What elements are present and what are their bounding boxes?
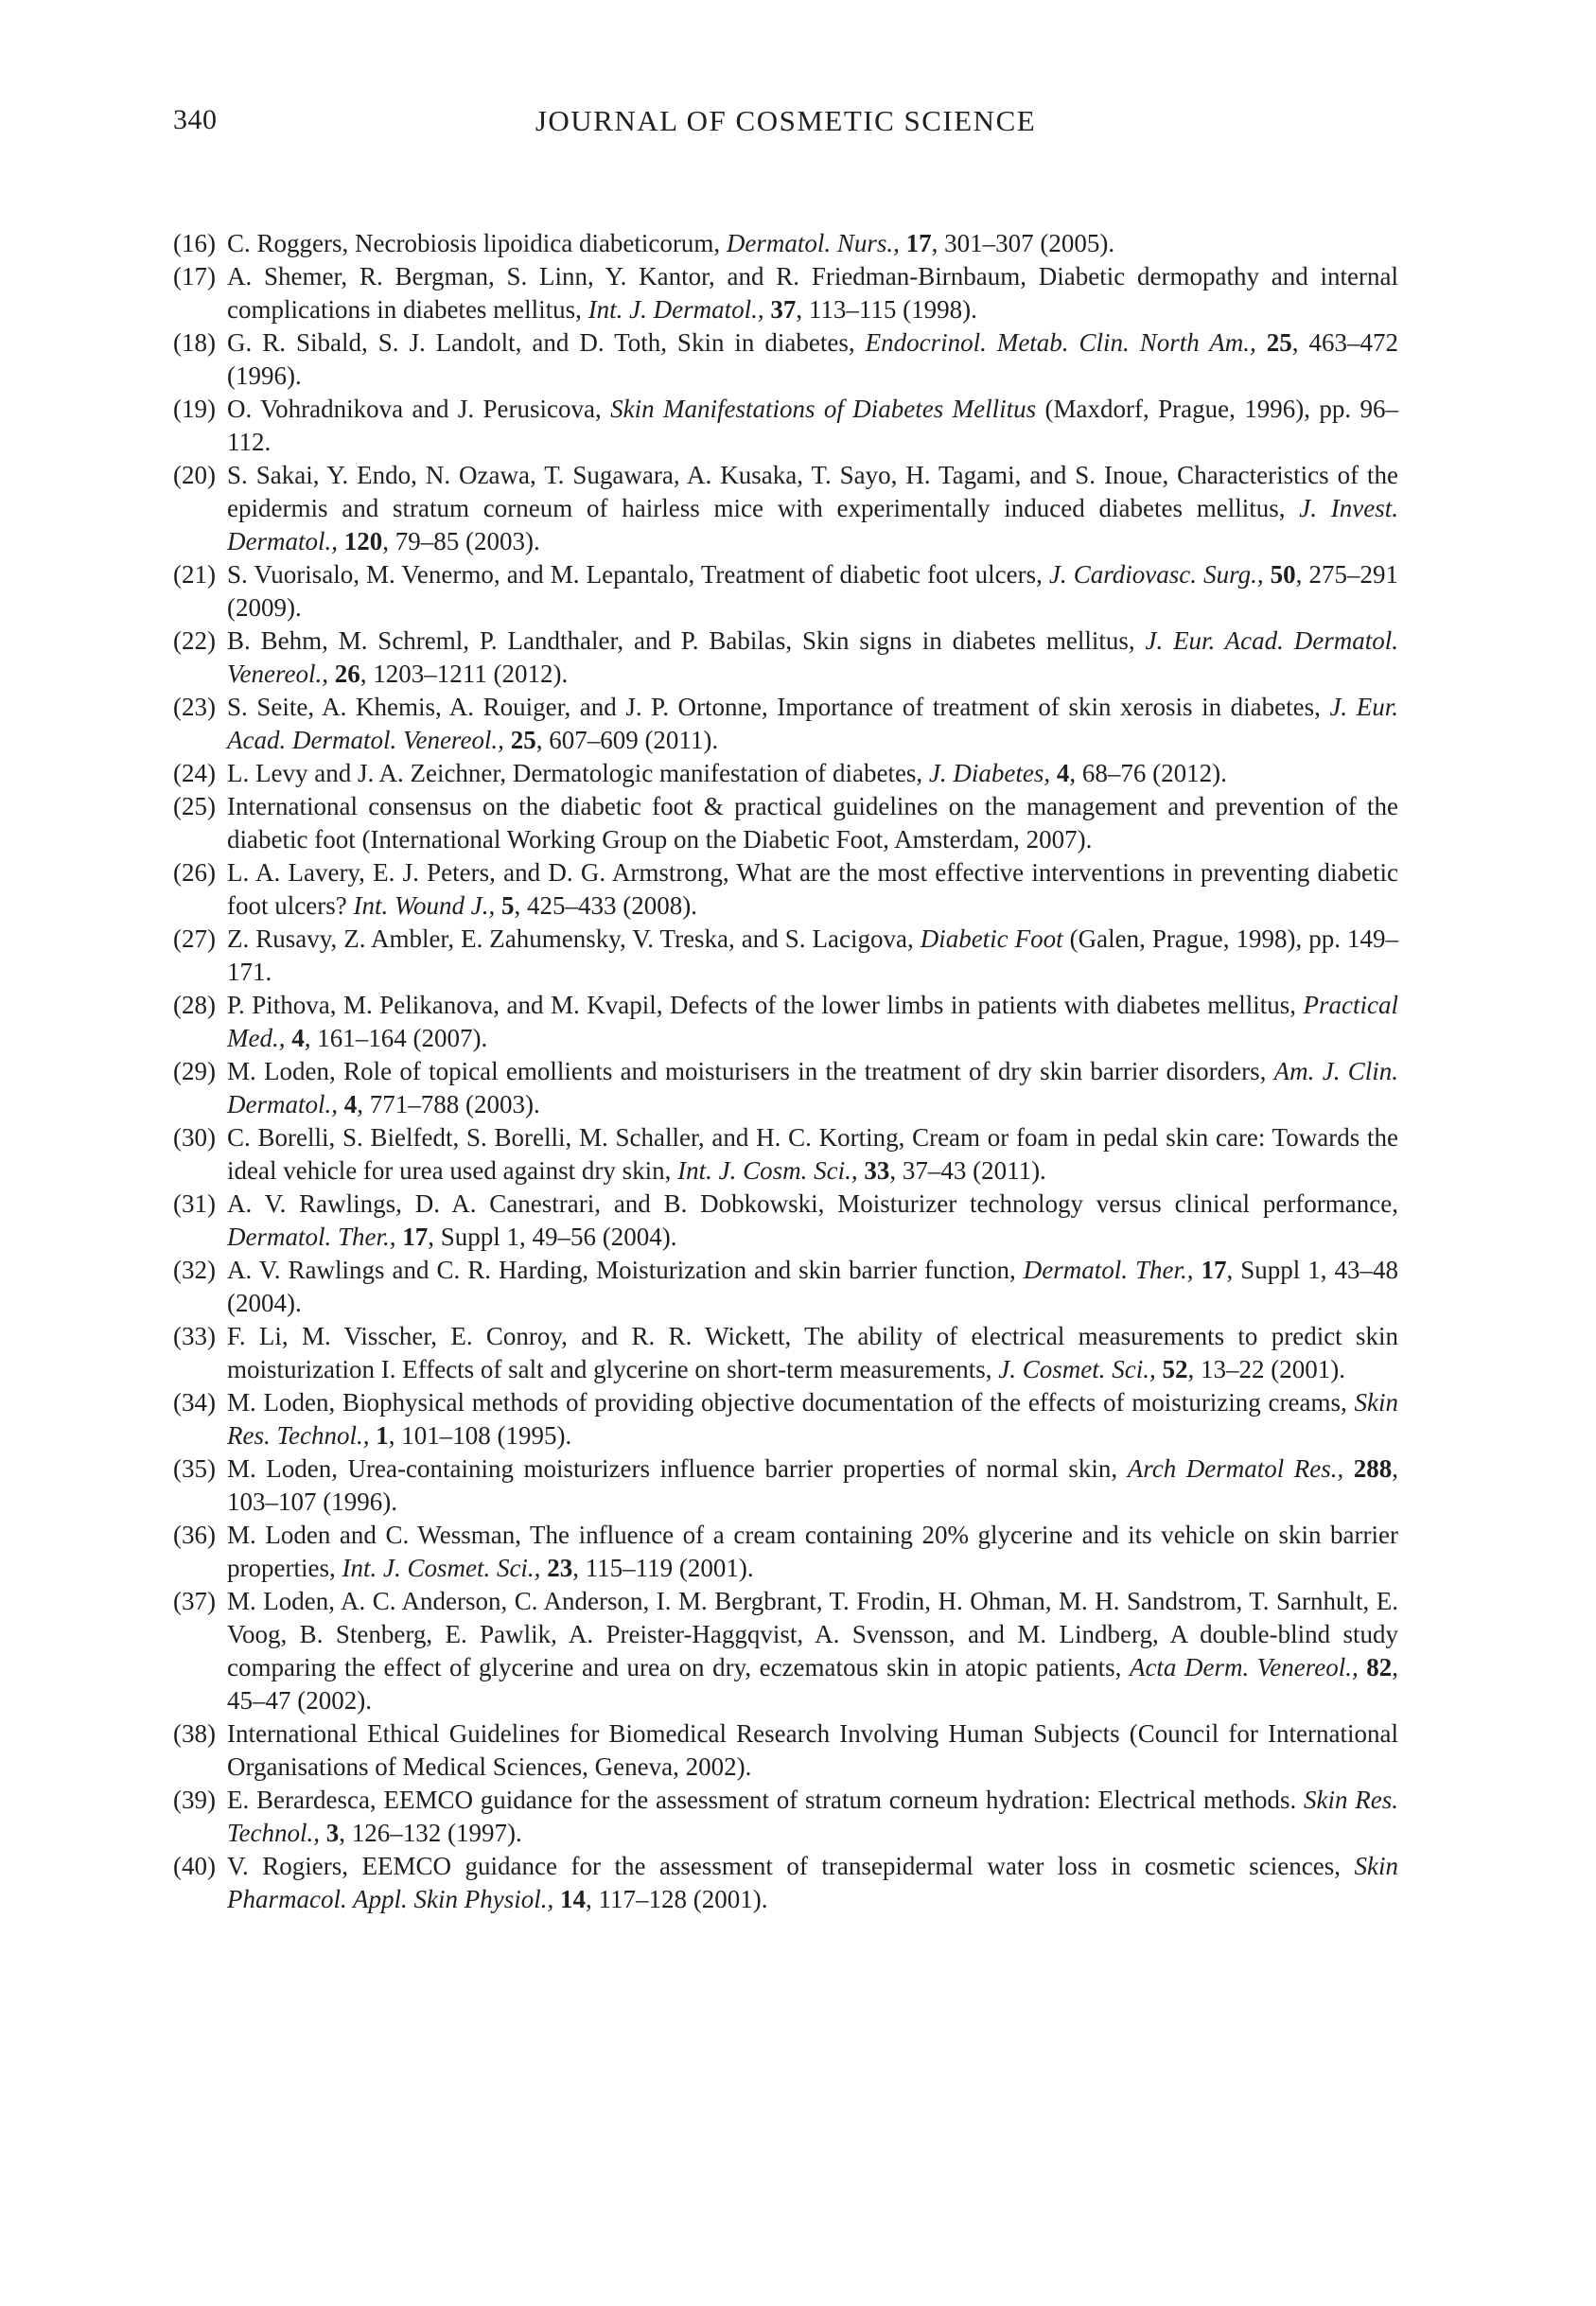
reference-item	[173, 393, 1398, 459]
reference-item	[173, 1784, 1398, 1850]
reference-text-segment: , 113–115 (1998).	[796, 295, 977, 324]
reference-text-segment: Skin Manifestations of Diabetes Mellitus	[610, 395, 1045, 423]
reference-text-segment: Z. Rusavy, Z. Ambler, E. Zahumensky, V. Treska, and S. Lacigova,	[227, 924, 921, 953]
reference-text-segment: P. Pithova, M. Pelikanova, and M. Kvapil, Defects of the lower limbs in patients with diabetes mellitus,	[227, 991, 1304, 1019]
reference-text-segment: , 607–609 (2011).	[535, 726, 719, 754]
reference-number: (37)	[173, 1587, 216, 1615]
reference-text-segment: (Galen, Prague, 1998), pp. 149–171.	[227, 924, 1398, 986]
reference-text-segment: J. Cosmet. Sci.,	[998, 1355, 1163, 1383]
reference-text-segment: J. Cardiovasc. Surg.,	[1048, 560, 1271, 589]
reference-item	[173, 459, 1398, 558]
reference-item	[173, 1717, 1398, 1784]
reference-item	[173, 558, 1398, 625]
reference-text-segment: Int. J. Cosmet. Sci.,	[342, 1554, 548, 1582]
reference-text-segment: L. Levy and J. A. Zeichner, Dermatologic manifestation of diabetes,	[227, 759, 929, 787]
reference-text-segment: J. Eur. Acad. Dermatol. Venereol.,	[227, 693, 1398, 754]
reference-text-segment: , 115–119 (2001).	[572, 1554, 754, 1582]
reference-item	[173, 1055, 1398, 1121]
reference-text-segment: O. Vohradnikova and J. Perusicova,	[227, 395, 611, 423]
reference-text-segment: 14	[559, 1885, 586, 1913]
reference-text-segment: , 68–76 (2012).	[1069, 759, 1227, 787]
reference-number: (35)	[173, 1454, 216, 1483]
reference-number: (21)	[173, 560, 216, 589]
reference-text-segment: , 37–43 (2011).	[889, 1156, 1046, 1185]
reference-text-segment: Am. J. Clin. Dermatol.,	[227, 1057, 1398, 1118]
reference-number: (31)	[173, 1189, 216, 1218]
reference-text-segment: , 301–307 (2005).	[931, 229, 1115, 257]
reference-number: (38)	[173, 1719, 216, 1748]
reference-text-segment: 4	[1056, 759, 1070, 787]
reference-text-segment: 50	[1270, 560, 1296, 589]
reference-text-segment: Practical Med.,	[227, 991, 1398, 1052]
reference-text-segment: International Ethical Guidelines for Biomedical Research Involving Human Subjects (Council for International Organisations of Medical Sciences, Geneva, 2002).	[227, 1719, 1398, 1781]
reference-text-segment: 17	[1201, 1256, 1227, 1284]
reference-text-segment: , 79–85 (2003).	[382, 527, 540, 555]
reference-item	[173, 856, 1398, 923]
reference-text-segment: Skin Pharmacol. Appl. Skin Physiol.,	[227, 1852, 1398, 1913]
reference-text-segment: , Suppl 1, 49–56 (2004).	[428, 1223, 677, 1251]
reference-text-segment: , 463–472 (1996).	[227, 328, 1398, 390]
reference-text-segment: S. Sakai, Y. Endo, N. Ozawa, T. Sugawara, A. Kusaka, T. Sayo, H. Tagami, and S. Inoue, Characteristics of the epidermis and stratum corneum of hairless mice with experimentally induced diabetes mellitus,	[227, 461, 1398, 522]
reference-text-segment: Skin Res. Technol.,	[227, 1388, 1398, 1450]
reference-text-segment: 4	[291, 1024, 305, 1052]
reference-text-segment: , 103–107 (1996).	[227, 1454, 1399, 1516]
reference-number: (24)	[173, 759, 216, 787]
reference-number: (34)	[173, 1388, 216, 1417]
reference-text-segment: Int. J. Cosm. Sci.,	[677, 1156, 865, 1185]
reference-text-segment: , 275–291 (2009).	[227, 560, 1399, 622]
reference-number: (29)	[173, 1057, 216, 1085]
reference-item	[173, 326, 1398, 393]
reference-text-segment: 25	[1266, 328, 1292, 357]
reference-text-segment: International consensus on the diabetic foot & practical guidelines on the management and prevention of the diabetic foot (International Working Group on the Diabetic Foot, Amsterdam, 2007).	[227, 792, 1398, 854]
reference-item	[173, 790, 1398, 856]
reference-text-segment: 17	[402, 1223, 429, 1251]
reference-number: (17)	[173, 262, 216, 290]
reference-number: (27)	[173, 924, 216, 953]
reference-text-segment: Int. J. Dermatol.,	[588, 295, 771, 324]
reference-text-segment: 52	[1162, 1355, 1188, 1383]
reference-text-segment: A. V. Rawlings and C. R. Harding, Moisturization and skin barrier function,	[227, 1256, 1024, 1284]
reference-text-segment: S. Vuorisalo, M. Venermo, and M. Lepantalo, Treatment of diabetic foot ulcers,	[227, 560, 1049, 589]
reference-number: (20)	[173, 461, 216, 489]
reference-number: (25)	[173, 792, 216, 820]
reference-number: (36)	[173, 1521, 216, 1549]
reference-text-segment: 4	[343, 1090, 358, 1118]
reference-item	[173, 625, 1398, 691]
reference-item	[173, 1188, 1398, 1254]
reference-text-segment: 1	[376, 1421, 389, 1450]
reference-number: (32)	[173, 1256, 216, 1284]
reference-item	[173, 1320, 1398, 1386]
reference-number: (18)	[173, 328, 216, 357]
reference-text-segment: C. Borelli, S. Bielfedt, S. Borelli, M. Schaller, and H. C. Korting, Cream or foam in pedal skin care: Towards the ideal vehicle for urea used against dry skin,	[227, 1123, 1398, 1185]
reference-number: (40)	[173, 1852, 216, 1880]
reference-number: (22)	[173, 626, 216, 655]
reference-text-segment: J. Eur. Acad. Dermatol. Venereol.,	[227, 626, 1398, 688]
reference-list	[173, 227, 1398, 1916]
reference-text-segment: J. Invest. Dermatol.,	[227, 494, 1398, 555]
reference-item	[173, 923, 1398, 989]
reference-number: (39)	[173, 1786, 216, 1814]
reference-text-segment: Acta Derm. Venereol.,	[1129, 1653, 1367, 1681]
reference-text-segment: Dermatol. Ther.,	[227, 1223, 403, 1251]
reference-text-segment: , 771–788 (2003).	[357, 1090, 540, 1118]
reference-text-segment: 288	[1353, 1454, 1393, 1483]
reference-text-segment: M. Loden and C. Wessman, The influence of a cream containing 20% glycerine and its vehicle on skin barrier properties,	[227, 1521, 1398, 1582]
reference-item	[173, 1585, 1398, 1717]
reference-text-segment: 5	[500, 891, 515, 920]
reference-number: (16)	[173, 229, 216, 257]
reference-text-segment: 120	[343, 527, 383, 555]
reference-text-segment: Dermatol. Nurs.,	[726, 229, 906, 257]
reference-text-segment: G. R. Sibald, S. J. Landolt, and D. Toth, Skin in diabetes,	[227, 328, 866, 357]
reference-item	[173, 989, 1398, 1055]
reference-text-segment: 23	[547, 1554, 573, 1582]
reference-text-segment: E. Berardesca, EEMCO guidance for the assessment of stratum corneum hydration: Electrical methods.	[227, 1786, 1304, 1814]
reference-text-segment: , 13–22 (2001).	[1187, 1355, 1345, 1383]
reference-text-segment: J. Diabetes,	[928, 759, 1057, 787]
reference-text-segment: 26	[334, 660, 360, 688]
reference-number: (26)	[173, 858, 216, 887]
reference-number: (30)	[173, 1123, 216, 1152]
reference-item	[173, 260, 1398, 326]
reference-text-segment: M. Loden, Urea-containing moisturizers influence barrier properties of normal skin,	[227, 1454, 1128, 1483]
reference-text-segment: Int. Wound J.,	[353, 891, 501, 920]
reference-item	[173, 1850, 1398, 1916]
reference-number: (33)	[173, 1322, 216, 1350]
reference-text-segment: M. Loden, Biophysical methods of providing objective documentation of the effects of moisturizing creams,	[227, 1388, 1355, 1417]
reference-text-segment: M. Loden, Role of topical emollients and moisturisers in the treatment of dry skin barrier disorders,	[227, 1057, 1274, 1085]
reference-text-segment: 3	[325, 1819, 340, 1847]
reference-text-segment: V. Rogiers, EEMCO guidance for the assessment of transepidermal water loss in cosmetic sciences,	[227, 1852, 1355, 1880]
reference-text-segment: C. Roggers, Necrobiosis lipoidica diabeticorum,	[227, 229, 727, 257]
reference-item	[173, 227, 1398, 260]
reference-text-segment: Diabetic Foot	[920, 924, 1070, 953]
reference-text-segment: S. Seite, A. Khemis, A. Rouiger, and J. P. Ortonne, Importance of treatment of skin xerosis in diabetes,	[227, 693, 1330, 721]
reference-text-segment: , Suppl 1, 43–48 (2004).	[227, 1256, 1398, 1317]
reference-text-segment: (Maxdorf, Prague, 1996), pp. 96–112.	[227, 395, 1399, 456]
reference-text-segment: A. Shemer, R. Bergman, S. Linn, Y. Kantor, and R. Friedman-Birnbaum, Diabetic dermopathy and internal complications in diabetes mellitus,	[227, 262, 1398, 324]
reference-text-segment: L. A. Lavery, E. J. Peters, and D. G. Armstrong, What are the most effective interventions in preventing diabetic foot ulcers?	[227, 858, 1398, 920]
reference-text-segment: , 45–47 (2002).	[227, 1653, 1398, 1715]
page-number: 340	[173, 104, 218, 135]
reference-number: (23)	[173, 693, 216, 721]
reference-item	[173, 757, 1398, 790]
reference-text-segment: , 1203–1211 (2012).	[360, 660, 569, 688]
reference-text-segment: Dermatol. Ther.,	[1023, 1256, 1201, 1284]
reference-number: (19)	[173, 395, 216, 423]
reference-text-segment: Endocrinol. Metab. Clin. North Am.,	[865, 328, 1267, 357]
reference-text-segment: , 161–164 (2007).	[304, 1024, 488, 1052]
reference-text-segment: 17	[905, 229, 932, 257]
reference-item	[173, 1386, 1398, 1452]
reference-text-segment: B. Behm, M. Schreml, P. Landthaler, and P. Babilas, Skin signs in diabetes mellitus,	[227, 626, 1146, 655]
reference-item	[173, 1452, 1398, 1519]
page-header	[173, 104, 1398, 144]
reference-text-segment: M. Loden, A. C. Anderson, C. Anderson, I. M. Bergbrant, T. Frodin, H. Ohman, M. H. Sandstrom, T. Sarnhult, E. Voog, B. Stenberg, E. Pawlik, A. Preister-Haggqvist, A. Svensson, and M. Lindberg, A double-blind study comparing the effect of glycerine and urea on dry, eczematous skin in atopic patients,	[227, 1587, 1398, 1681]
running-title: JOURNAL OF COSMETIC SCIENCE	[535, 104, 1037, 137]
reference-text-segment: , 126–132 (1997).	[339, 1819, 522, 1847]
reference-number: (28)	[173, 991, 216, 1019]
reference-item	[173, 1121, 1398, 1188]
reference-text-segment: F. Li, M. Visscher, E. Conroy, and R. R. Wickett, The ability of electrical measurements to predict skin moisturization I. Effects of salt and glycerine on short-term measurements,	[227, 1322, 1398, 1383]
reference-text-segment: 37	[770, 295, 797, 324]
reference-text-segment: Arch Dermatol Res.,	[1127, 1454, 1354, 1483]
reference-text-segment: 33	[864, 1156, 890, 1185]
reference-text-segment: , 117–128 (2001).	[585, 1885, 768, 1913]
reference-text-segment: , 101–108 (1995).	[388, 1421, 572, 1450]
reference-item	[173, 691, 1398, 757]
reference-item	[173, 1254, 1398, 1320]
reference-text-segment: Skin Res. Technol.,	[227, 1786, 1398, 1847]
reference-item	[173, 1519, 1398, 1585]
reference-text-segment: 25	[510, 726, 536, 754]
reference-text-segment: A. V. Rawlings, D. A. Canestrari, and B. Dobkowski, Moisturizer technology versus clinical performance,	[227, 1189, 1398, 1218]
reference-text-segment: 82	[1366, 1653, 1393, 1681]
reference-text-segment: , 425–433 (2008).	[514, 891, 697, 920]
